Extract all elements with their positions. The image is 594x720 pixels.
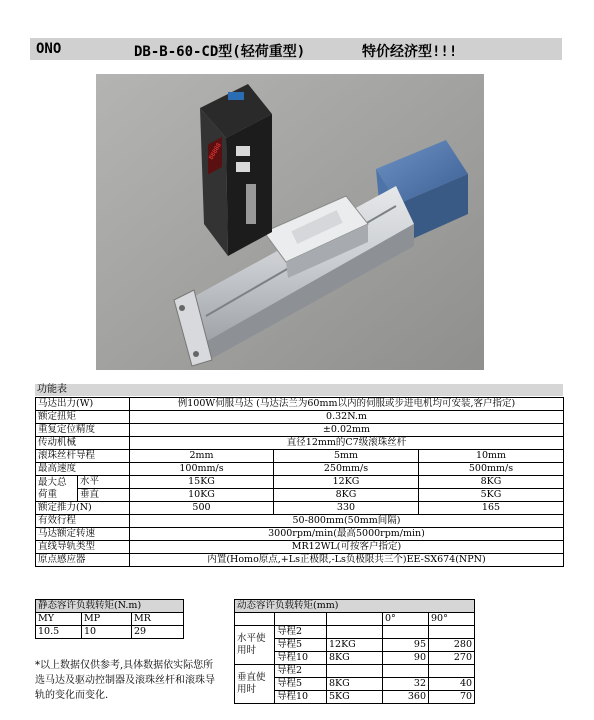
cell: 15KG — [130, 476, 274, 489]
cell: MR — [132, 613, 184, 626]
cell: 360 — [383, 691, 429, 704]
table-row — [36, 411, 564, 424]
cell: 8KG — [327, 652, 383, 665]
disclaimer-note: *以上数据仅供参考,具体数据依实际您所选马达及驱动控制器及滚珠丝杆和滚珠导轨的变化而变化. — [35, 660, 215, 701]
cell: 100mm/s — [130, 463, 274, 476]
table-row — [36, 600, 184, 613]
table-row — [36, 528, 564, 541]
cell: 8KG — [274, 489, 419, 502]
function-table-title: 功能表 — [35, 384, 563, 396]
row-value: 50-800mm(50mm间隔) — [130, 515, 564, 528]
cell: 导程5 — [275, 639, 327, 652]
promo-slogan: 特价经济型!!! — [362, 44, 458, 60]
table-row — [36, 541, 564, 554]
row-value: 内置(Homo原点,+Ls正极限,-Ls负极限共三个)EE-SX674(NPN) — [130, 554, 564, 567]
table-row — [36, 476, 564, 489]
brand-name: ONO — [36, 41, 62, 57]
row-label: 直线导轨类型 — [36, 541, 130, 554]
cell: 0° — [383, 613, 429, 626]
row-label: 重复定位精度 — [36, 424, 130, 437]
cell: 90 — [383, 652, 429, 665]
actuator-illustration — [96, 74, 484, 370]
table-row — [36, 450, 564, 463]
cell: 10 — [82, 626, 132, 639]
cell: 12KG — [274, 476, 419, 489]
cell: 5KG — [327, 691, 383, 704]
table-row — [235, 613, 475, 626]
cell: 导程2 — [275, 665, 327, 678]
row-label: 滚珠丝杆导程 — [36, 450, 130, 463]
vertical-use-label-b: 用时 — [237, 684, 257, 695]
cell: 10mm — [419, 450, 564, 463]
max-load-label-a: 最大总 — [38, 476, 67, 488]
row-value: MR12WL(可按客户指定) — [130, 541, 564, 554]
cell: MP — [82, 613, 132, 626]
cell — [327, 665, 383, 678]
table-row — [36, 463, 564, 476]
horizontal-use-label-b: 用时 — [237, 645, 257, 656]
cell — [327, 626, 383, 639]
cell: 270 — [429, 652, 475, 665]
vertical-use-label — [235, 665, 275, 704]
cell: 8KG — [327, 678, 383, 691]
table-row — [36, 398, 564, 411]
cell: 导程5 — [275, 678, 327, 691]
table-row — [235, 665, 475, 678]
model-title: DB-B-60-CD型(轻荷重型) — [134, 44, 306, 60]
row-label: 马达额定转速 — [36, 528, 130, 541]
row-label: 传动机械 — [36, 437, 130, 450]
table-row — [36, 424, 564, 437]
table-row — [235, 600, 475, 613]
table-row — [36, 515, 564, 528]
cell: 95 — [383, 639, 429, 652]
row-label: 最高速度 — [36, 463, 130, 476]
cell: 70 — [429, 691, 475, 704]
cell — [429, 626, 475, 639]
servo-driver — [200, 84, 272, 256]
static-moment-title: 静态容许负载转矩(N.m) — [36, 600, 184, 613]
cell: 导程10 — [275, 691, 327, 704]
table-row — [36, 489, 564, 502]
cell: 10KG — [130, 489, 274, 502]
cell: 500mm/s — [419, 463, 564, 476]
row-value: ±0.02mm — [130, 424, 564, 437]
cell: MY — [36, 613, 82, 626]
cell: 12KG — [327, 639, 383, 652]
cell: 5KG — [419, 489, 564, 502]
cell: 29 — [132, 626, 184, 639]
row-value: 例100W伺服马达 (马达法兰为60mm以内的伺服或步进电机均可安装,客户指定) — [130, 398, 564, 411]
row-label: 有效行程 — [36, 515, 130, 528]
dynamic-moment-title: 动态容许负载转矩(mm) — [235, 600, 475, 613]
row-label: 垂直 — [78, 489, 130, 502]
row-value: 3000rpm/min(最高5000rpm/min) — [130, 528, 564, 541]
cell: 330 — [274, 502, 419, 515]
max-load-label-b: 荷重 — [38, 488, 58, 500]
max-load-label — [36, 476, 78, 502]
horizontal-use-label — [235, 626, 275, 665]
static-moment-table — [35, 599, 184, 639]
cell — [383, 626, 429, 639]
cell: 10.5 — [36, 626, 82, 639]
horizontal-use-label-a: 水平使 — [237, 633, 266, 644]
row-label: 水平 — [78, 476, 130, 489]
table-row — [36, 613, 184, 626]
table-row — [36, 437, 564, 450]
drive-display-readout: 88888 — [207, 141, 223, 161]
cell: 250mm/s — [274, 463, 419, 476]
vertical-use-label-a: 垂直使 — [237, 672, 266, 683]
table-row — [36, 626, 184, 639]
cell: 2mm — [130, 450, 274, 463]
cell: 32 — [383, 678, 429, 691]
table-row — [36, 502, 564, 515]
function-table — [35, 397, 564, 567]
dynamic-moment-table — [234, 599, 475, 704]
cell: 导程2 — [275, 626, 327, 639]
row-value: 直径12mm的C7级滚珠丝杆 — [130, 437, 564, 450]
cell: 500 — [130, 502, 274, 515]
cell: 5mm — [274, 450, 419, 463]
row-label: 额定推力(N) — [36, 502, 130, 515]
table-row — [36, 554, 564, 567]
row-label: 原点感应器 — [36, 554, 130, 567]
cell — [429, 665, 475, 678]
cell: 90° — [429, 613, 475, 626]
cell: 8KG — [419, 476, 564, 489]
row-label: 马达出力(W) — [36, 398, 130, 411]
table-row — [235, 626, 475, 639]
title-bar — [30, 38, 562, 60]
cell — [383, 665, 429, 678]
cell: 165 — [419, 502, 564, 515]
row-value: 0.32N.m — [130, 411, 564, 424]
cell: 导程10 — [275, 652, 327, 665]
row-label: 额定扭矩 — [36, 411, 130, 424]
cell: 280 — [429, 639, 475, 652]
cell: 40 — [429, 678, 475, 691]
product-photo — [96, 74, 484, 370]
